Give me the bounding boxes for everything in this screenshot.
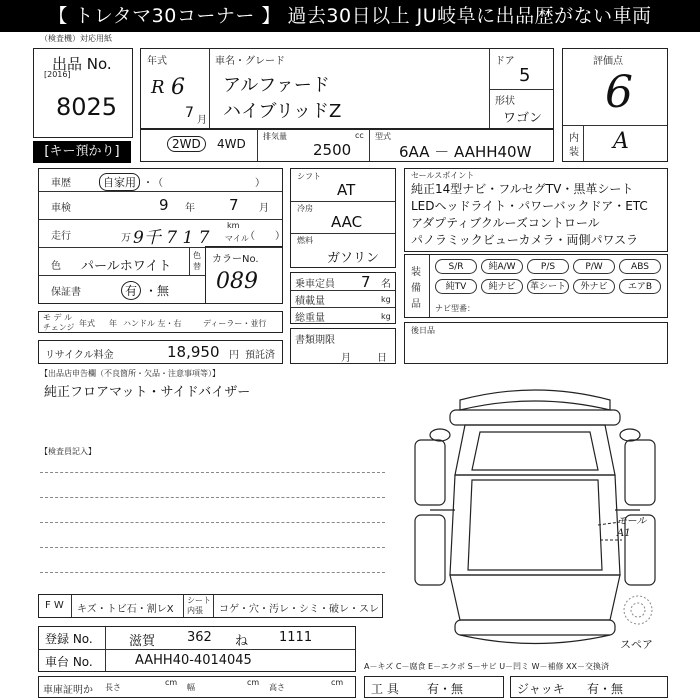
interior-label-2: 装 bbox=[569, 147, 579, 158]
model-code-label: 型式 bbox=[375, 132, 391, 141]
score-value: 6 bbox=[605, 67, 633, 118]
shift-label: シフト bbox=[297, 172, 321, 181]
equip-aftermarket-navi: 外ナビ bbox=[573, 279, 615, 294]
cert-width: 幅 bbox=[187, 683, 195, 692]
mileage-label: 走行 bbox=[51, 231, 71, 242]
displacement-label: 排気量 bbox=[263, 132, 287, 141]
model-change-label-2: チェンジ bbox=[43, 323, 75, 332]
lot-label: 出品 No. bbox=[52, 55, 112, 73]
equip-sunroof: S/R bbox=[435, 259, 477, 274]
inspection-label: 車検 bbox=[51, 203, 71, 214]
mileage-paren: （ ） bbox=[245, 231, 285, 242]
equip-power-window: P/W bbox=[573, 259, 615, 274]
equip-leather-seat: 革シート bbox=[527, 279, 569, 294]
fw-label: F W bbox=[45, 600, 64, 611]
doors-value: 5 bbox=[519, 65, 531, 86]
car-grade: ハイブリッドZ bbox=[223, 101, 342, 122]
cert-width-unit: cm bbox=[247, 678, 260, 687]
interior-value: A bbox=[613, 129, 629, 154]
tools-value: 有・無 bbox=[427, 682, 464, 696]
reg-expiry-block bbox=[290, 328, 396, 364]
cert-row bbox=[38, 676, 356, 698]
recycle-label: リサイクル料金 bbox=[45, 350, 114, 361]
warranty-yes: 有 bbox=[121, 281, 141, 300]
registration-box bbox=[38, 626, 356, 672]
weight-unit: kg bbox=[381, 312, 391, 321]
damage-row bbox=[38, 594, 383, 618]
model-change-label-1: モ デ ル bbox=[43, 313, 73, 322]
color-change-2: 替 bbox=[193, 262, 201, 271]
color-change-1: 色 bbox=[193, 251, 201, 260]
recycle-value: 18,950 bbox=[167, 343, 220, 361]
fw-text: キズ・トビ石・割レX bbox=[77, 604, 174, 615]
drive-4wd: 4WD bbox=[217, 137, 246, 151]
lot-number: 8025 bbox=[56, 93, 118, 121]
model-year-label: 年式 bbox=[147, 56, 167, 67]
later-install-label: 後日品 bbox=[411, 326, 435, 335]
inspection-month-unit: 月 bbox=[259, 203, 269, 214]
sales-point-line: パノラミックビューカメラ・両側パワスラ bbox=[411, 233, 639, 247]
dealer-field: ディーラー・並行 bbox=[203, 319, 267, 328]
recycle-deposit: 預託済 bbox=[245, 350, 275, 361]
registration-class: 362 bbox=[187, 630, 212, 645]
drive-2wd: 2WD bbox=[167, 136, 206, 152]
mileage-km: km bbox=[227, 221, 240, 230]
history-paren-close: ） bbox=[255, 178, 265, 189]
model-code-value: 6AA － AAHH40W bbox=[399, 143, 532, 161]
equipment-label-3: 品 bbox=[411, 299, 421, 310]
registration-label: 登録 No. bbox=[45, 632, 93, 646]
registration-area: 滋賀 bbox=[129, 634, 156, 649]
color-code-box bbox=[205, 246, 283, 304]
inspector-notes-label: 【検査員記入】 bbox=[40, 447, 96, 456]
vehicle-header-box bbox=[140, 48, 554, 130]
drive-box bbox=[140, 128, 554, 162]
score-label: 評価点 bbox=[593, 56, 623, 67]
banner: 【 トレタマ30コーナー 】 過去30日以上 JU岐阜に出品歴がない車両 bbox=[0, 0, 700, 32]
seller-notes-text: 純正フロアマット・サイドバイザー bbox=[44, 385, 251, 400]
sales-point-line: アダプティブクルーズコントロール bbox=[411, 216, 600, 230]
model-month: 7 bbox=[185, 105, 194, 121]
seat-label-2: 内張 bbox=[187, 606, 203, 615]
equipment-label-1: 装 bbox=[411, 267, 421, 278]
body-shape-value: ワゴン bbox=[503, 111, 543, 126]
chassis-value: AAHH40-4014045 bbox=[135, 653, 252, 668]
cert-length-unit: cm bbox=[165, 678, 178, 687]
equip-power-steering: P/S bbox=[527, 259, 569, 274]
diagram-note: モール A1 bbox=[617, 516, 647, 539]
fuel-label: 燃料 bbox=[297, 236, 313, 245]
model-year-value: 6 bbox=[171, 75, 185, 100]
interior-label-1: 内 bbox=[569, 133, 579, 144]
reg-expiry-label: 書類期限 bbox=[295, 335, 335, 346]
equip-tv: 純TV bbox=[435, 279, 477, 294]
history-label: 車歴 bbox=[51, 178, 71, 189]
chassis-label: 車台 No. bbox=[45, 655, 93, 669]
doors-label: ドア bbox=[495, 56, 515, 67]
capacity-unit: 名 bbox=[381, 279, 391, 290]
warranty-label: 保証書 bbox=[51, 287, 81, 298]
model-change-year-unit: 年 bbox=[109, 319, 117, 328]
shift-value: AT bbox=[337, 181, 356, 199]
registration-number: 1111 bbox=[279, 630, 313, 645]
mileage-value: 9千 7 1 7 bbox=[133, 228, 210, 248]
score-box bbox=[562, 48, 668, 162]
sales-points-box bbox=[404, 168, 668, 252]
lot-year-note: [2016] bbox=[44, 70, 71, 79]
tools-label: 工 具 bbox=[371, 682, 399, 696]
body-shape-label: 形状 bbox=[495, 96, 515, 107]
tools-box bbox=[364, 676, 504, 698]
mileage-man: 万 bbox=[121, 233, 131, 244]
displacement-value: 2500 bbox=[313, 141, 352, 159]
cert-height-unit: cm bbox=[331, 678, 344, 687]
history-sep: ・ bbox=[143, 178, 153, 189]
history-value: 自家用 bbox=[99, 173, 140, 191]
capacity-value: 7 bbox=[361, 273, 371, 291]
inspection-year: 9 bbox=[159, 196, 169, 214]
sales-points-label: セールスポイント bbox=[411, 171, 475, 180]
sales-point-line: 純正14型ナビ・フルセグTV・黒革シート bbox=[411, 182, 634, 196]
navi-model-label: ナビ型番： bbox=[435, 304, 475, 313]
aircon-label: 冷房 bbox=[297, 204, 313, 213]
reg-expiry-day-unit: 日 bbox=[377, 353, 387, 364]
color-code-label: カラーNo. bbox=[212, 254, 259, 265]
recycle-box bbox=[38, 340, 283, 364]
equipment-label-2: 備 bbox=[411, 283, 421, 294]
reg-expiry-month-unit: 月 bbox=[341, 353, 351, 364]
jack-value: 有・無 bbox=[587, 682, 624, 696]
weight-label: 総重量 bbox=[295, 313, 325, 324]
equip-abs: ABS bbox=[619, 259, 661, 274]
equipment-box bbox=[404, 254, 668, 318]
recycle-unit: 円 bbox=[229, 350, 239, 361]
history-paren-open: （ bbox=[153, 178, 163, 189]
inspection-year-unit: 年 bbox=[185, 203, 195, 214]
inspection-month: 7 bbox=[229, 196, 239, 214]
spare-tire-label: スペア bbox=[620, 638, 653, 651]
load-label: 積載量 bbox=[295, 296, 325, 307]
model-change-row bbox=[38, 311, 283, 333]
aircon-value: AAC bbox=[331, 213, 363, 231]
equip-airbag: エアB bbox=[619, 279, 661, 294]
capacity-block bbox=[290, 272, 396, 324]
fuel-value: ガソリン bbox=[327, 251, 380, 266]
seat-label-1: シート bbox=[187, 596, 211, 605]
model-year-era: R bbox=[151, 77, 165, 98]
color-code-value: 089 bbox=[216, 269, 258, 294]
color-label: 色 bbox=[51, 261, 61, 272]
model-change-year-label: 年式 bbox=[79, 319, 95, 328]
registration-kana: ね bbox=[235, 634, 249, 649]
load-unit: kg bbox=[381, 295, 391, 304]
cert-label: 車庫証明か bbox=[43, 685, 93, 696]
cert-height: 高さ bbox=[269, 683, 285, 692]
jack-label: ジャッキ bbox=[517, 682, 565, 696]
sales-point-line: LEDヘッドライト・パワーバックドア・ETC bbox=[411, 199, 648, 213]
mileage-mile: マイル bbox=[225, 234, 249, 243]
equip-alloy-wheel: 純A/W bbox=[481, 259, 523, 274]
handle-field: ハンドル 左・右 bbox=[123, 319, 182, 328]
spec-block bbox=[290, 168, 396, 268]
color-value: パールホワイト bbox=[81, 259, 172, 274]
jack-box bbox=[510, 676, 668, 698]
car-name: アルファード bbox=[223, 75, 330, 96]
displacement-unit: cc bbox=[355, 131, 364, 140]
capacity-label: 乗車定員 bbox=[295, 279, 335, 290]
equip-navi: 純ナビ bbox=[481, 279, 523, 294]
car-name-label: 車名・グレード bbox=[215, 56, 285, 67]
form-type-strip: （検査機）対応用紙 bbox=[40, 34, 112, 43]
seller-notes-label: 【出品店申告欄（不良箇所・欠品・注意事項等）】 bbox=[40, 369, 220, 378]
warranty-no: ・無 bbox=[145, 284, 170, 298]
model-month-unit: 月 bbox=[197, 115, 207, 126]
lot-box bbox=[33, 48, 133, 138]
key-reserve-tag: [キー預かり] bbox=[33, 141, 131, 163]
damage-legend: A－キズ C－腐食 E－エクボ S－サビ U－凹ミ W－補修 XX－交換済 bbox=[364, 662, 610, 671]
seat-text: コゲ・穴・汚レ・シミ・破レ・スレ bbox=[219, 604, 379, 615]
later-install-box bbox=[404, 322, 668, 364]
cert-length: 長さ bbox=[105, 683, 121, 692]
